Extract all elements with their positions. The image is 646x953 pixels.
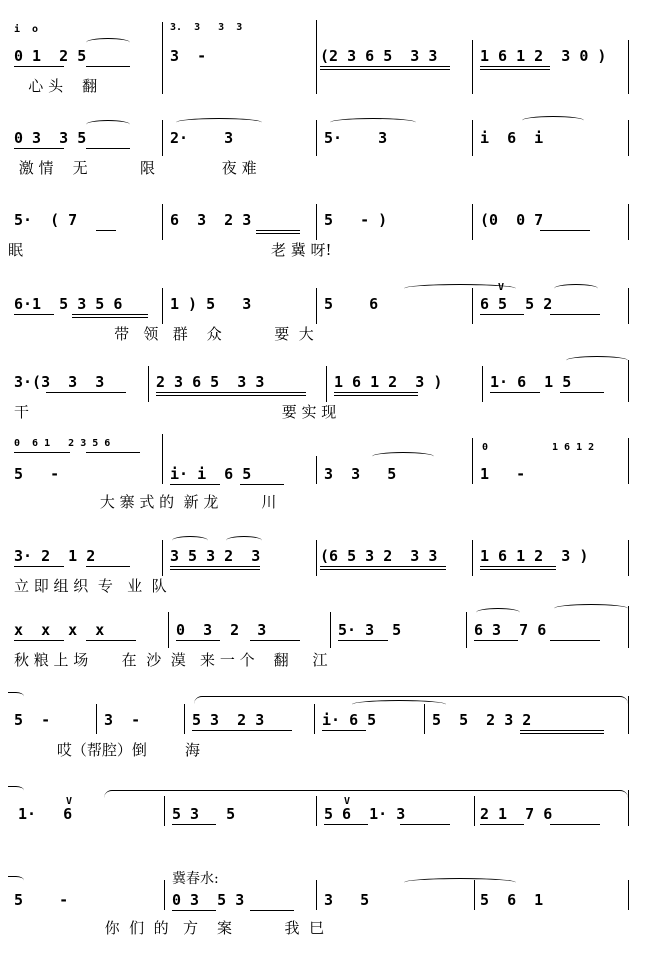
grace-notes: 0 6 1 2 3 5 6 <box>14 438 111 449</box>
underline <box>176 640 220 641</box>
underline <box>338 640 388 641</box>
breath-mark: V <box>344 796 351 807</box>
barline <box>466 612 467 648</box>
measure-notes: 0 3 2 3 <box>176 621 267 639</box>
slur <box>566 356 628 365</box>
measure-notes: 2 3 6 5 3 3 <box>156 373 265 391</box>
underline <box>474 640 518 641</box>
underline <box>170 484 220 485</box>
barline <box>148 366 149 402</box>
measure-notes: 5 - <box>14 891 69 909</box>
measure-notes: 2· 3 <box>170 129 234 147</box>
measure-notes: 5· 3 5 <box>338 621 402 639</box>
barline <box>162 288 163 324</box>
underline <box>46 392 126 393</box>
underline <box>320 566 446 567</box>
grace-notes: 0 <box>482 442 489 453</box>
barline <box>184 704 185 734</box>
measure-notes: 2 1 7 6 <box>480 805 553 823</box>
underline <box>480 314 524 315</box>
underline <box>86 148 130 149</box>
barline <box>326 366 327 402</box>
measure-notes: 1 ) 5 3 <box>170 295 252 313</box>
slur <box>404 284 516 293</box>
underline <box>334 395 418 396</box>
underline <box>540 230 590 231</box>
octave-marks: i o <box>14 24 39 35</box>
measure-notes: 5 6 1 <box>480 891 544 909</box>
underline <box>322 730 366 731</box>
lyric-line: 大 寨 式 的 新 龙 川 <box>14 493 277 511</box>
measure-notes: 6 3 2 3 <box>170 211 252 229</box>
underline <box>480 569 556 570</box>
barline <box>316 204 317 240</box>
underline <box>550 824 600 825</box>
underline <box>520 733 604 734</box>
measure-notes: 6 5 5 2 <box>480 295 553 313</box>
tie-continuation <box>8 786 24 795</box>
lyric-line: 秋 粮 上 场 在 沙 漠 来 一 个 翻 江 <box>14 651 328 669</box>
barline <box>628 790 629 826</box>
measure-notes: 5 - <box>14 465 60 483</box>
underline <box>250 640 300 641</box>
measure-notes: x x x x <box>14 621 105 639</box>
underline <box>550 314 600 315</box>
lyric-line: 立 即 组 织 专 业 队 <box>14 577 167 595</box>
underline <box>14 314 54 315</box>
underline <box>170 569 260 570</box>
underline <box>156 395 306 396</box>
measure-notes: (6 5 3 2 3 3 <box>320 547 438 565</box>
barline <box>162 22 163 94</box>
underline <box>256 233 300 234</box>
barline <box>628 540 629 576</box>
tie-continuation <box>8 876 24 885</box>
barline <box>472 120 473 156</box>
underline <box>192 730 292 731</box>
underline <box>480 566 556 567</box>
barline <box>628 880 629 910</box>
measure-notes: i· 6 5 <box>322 711 377 729</box>
barline <box>628 120 629 156</box>
measure-notes: 5 - <box>14 711 51 729</box>
measure-notes: 1 6 1 2 3 ) <box>480 547 589 565</box>
barline <box>316 456 317 484</box>
barline <box>314 704 315 734</box>
lyric-line: 心 头 翻 <box>14 77 98 95</box>
speaker-label: 冀春水: <box>172 871 219 887</box>
slur <box>404 878 516 887</box>
slur <box>372 452 434 461</box>
barline <box>316 20 317 94</box>
lyric-line: 哎（帮腔）倒 海 <box>14 741 201 759</box>
barline <box>472 438 473 484</box>
underline <box>240 484 284 485</box>
barline <box>482 366 483 402</box>
slur <box>86 38 130 47</box>
measure-notes: 5 3 5 <box>172 805 236 823</box>
measure-notes: 1· 6 <box>18 805 73 823</box>
slur <box>172 536 208 545</box>
underline <box>560 392 604 393</box>
barline <box>474 796 475 826</box>
measure-notes: 3· 2 1 2 <box>14 547 96 565</box>
underline <box>72 314 148 315</box>
measure-notes: 5 6 1· 3 <box>324 805 406 823</box>
breath-mark: V <box>66 796 73 807</box>
underline <box>172 824 216 825</box>
underline <box>320 66 450 67</box>
measure-notes: 0 1 2 5 <box>14 47 87 65</box>
measure-notes: 1 6 1 2 3 0 ) <box>480 47 607 65</box>
underline <box>320 69 450 70</box>
barline <box>316 288 317 324</box>
barline <box>330 612 331 648</box>
measure-notes: 5 5 2 3 2 <box>432 711 532 729</box>
lyric-line: 带 领 群 众 要 大 <box>14 325 314 343</box>
underline <box>86 66 130 67</box>
barline <box>472 204 473 240</box>
barline <box>628 204 629 240</box>
long-slur <box>104 790 628 799</box>
measure-notes: (2 3 6 5 3 3 <box>320 47 438 65</box>
measure-notes: 3 - <box>170 47 207 65</box>
underline <box>86 640 136 641</box>
barline <box>628 606 629 648</box>
underline <box>172 910 216 911</box>
barline <box>628 696 629 734</box>
barline <box>628 438 629 484</box>
measure-notes: i 6 i <box>480 129 544 147</box>
slur <box>476 608 520 617</box>
measure-notes: 3 3 5 <box>324 465 397 483</box>
underline <box>324 824 368 825</box>
measure-notes: 0 3 5 3 <box>172 891 245 909</box>
barline <box>168 612 169 648</box>
underline <box>14 66 64 67</box>
barline <box>316 880 317 910</box>
underline <box>256 230 300 231</box>
tie-continuation <box>8 692 24 701</box>
underline <box>170 566 260 567</box>
measure-notes: 3 5 <box>324 891 370 909</box>
underline <box>14 640 64 641</box>
measure-notes: 1· 6 1 5 <box>490 373 572 391</box>
barline <box>628 288 629 324</box>
underline <box>156 392 306 393</box>
lyric-line: 干 要 实 现 <box>14 403 337 421</box>
measure-notes: 5· 3 <box>324 129 388 147</box>
lyric-line: 激 情 无 限 夜 难 <box>14 159 257 177</box>
barline <box>472 540 473 576</box>
barline <box>628 360 629 402</box>
underline <box>96 230 116 231</box>
underline <box>72 317 148 318</box>
barline <box>316 540 317 576</box>
slur <box>330 118 416 127</box>
barline <box>96 704 97 734</box>
top-notation: 3. 3 3 3 <box>170 22 243 33</box>
measure-notes: 6·1 5 3 5 6 <box>14 295 123 313</box>
barline <box>162 540 163 576</box>
measure-notes: 1 - <box>480 465 526 483</box>
underline <box>14 566 64 567</box>
underline <box>480 824 524 825</box>
underline <box>14 452 70 453</box>
breath-mark: V <box>498 282 505 293</box>
measure-notes: i· i 6 5 <box>170 465 252 483</box>
barline <box>472 288 473 324</box>
underline <box>520 730 604 731</box>
slur <box>522 116 584 125</box>
underline <box>86 452 140 453</box>
barline <box>164 796 165 826</box>
underline <box>490 392 540 393</box>
measure-notes: 0 3 3 5 <box>14 129 87 147</box>
underline <box>480 69 550 70</box>
barline <box>164 880 165 910</box>
barline <box>162 204 163 240</box>
measure-notes: 5 - ) <box>324 211 388 229</box>
underline <box>86 566 130 567</box>
slur <box>554 604 628 613</box>
measure-notes: 3 - <box>104 711 141 729</box>
measure-notes: 3 5 3 2 3 <box>170 547 261 565</box>
underline <box>400 824 450 825</box>
measure-notes: 6 3 7 6 <box>474 621 547 639</box>
slur <box>554 284 598 293</box>
lyric-line: 眠 老 冀 呀! <box>8 241 332 259</box>
barline <box>316 796 317 826</box>
underline <box>250 910 294 911</box>
underline <box>320 569 446 570</box>
slur <box>226 536 262 545</box>
underline <box>550 640 600 641</box>
measure-notes: 5 3 2 3 <box>192 711 265 729</box>
barline <box>472 40 473 94</box>
measure-notes: 1 6 1 2 3 ) <box>334 373 443 391</box>
slur <box>86 120 130 129</box>
slur <box>352 700 446 709</box>
slur <box>176 118 262 127</box>
barline <box>162 434 163 484</box>
barline <box>316 120 317 156</box>
underline <box>480 66 550 67</box>
measure-notes: (0 0 7 <box>480 211 544 229</box>
measure-notes: 5· ( 7 <box>14 211 78 229</box>
lyric-line: 你 们 的 方 案 我 巳 <box>14 919 325 937</box>
barline <box>162 120 163 156</box>
measure-notes: 3·(3 3 3 <box>14 373 105 391</box>
underline <box>334 392 418 393</box>
grace-notes: 1 6 1 2 <box>552 442 595 453</box>
underline <box>14 148 64 149</box>
barline <box>628 40 629 94</box>
measure-notes: 5 6 <box>324 295 379 313</box>
